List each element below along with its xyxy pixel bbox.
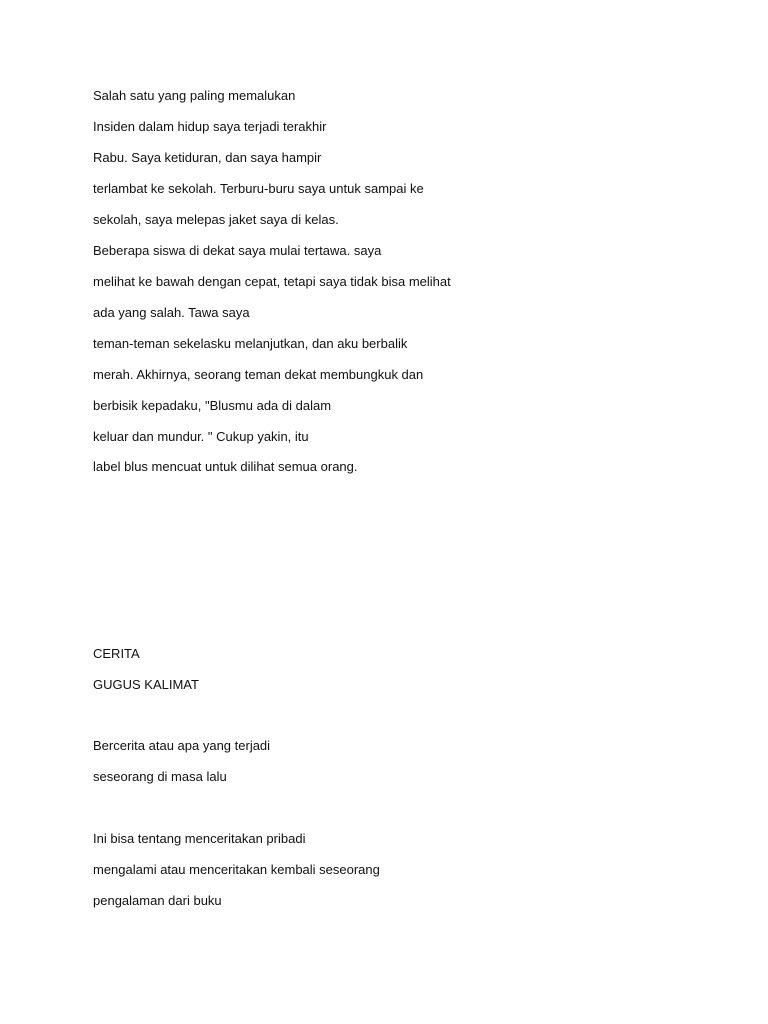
- story-line-10: merah. Akhirnya, seorang teman dekat membungkuk dan: [93, 367, 424, 382]
- story-line-7: melihat ke bawah dengan cepat, tetapi saya tidak bisa melihat: [93, 274, 451, 289]
- story-line-5: sekolah, saya melepas jaket saya di kelas.: [93, 212, 339, 227]
- story-line-12: keluar dan mundur. " Cukup yakin, itu: [93, 429, 309, 444]
- story-line-9: teman-teman sekelasku melanjutkan, dan aku berbalik: [93, 336, 408, 351]
- story-line-1: Salah satu yang paling memalukan: [93, 88, 296, 103]
- story-line-8: ada yang salah. Tawa saya: [93, 305, 250, 320]
- story-line-2: Insiden dalam hidup saya terjadi terakhir: [93, 119, 327, 134]
- definition-line-1: Bercerita atau apa yang terjadi: [93, 738, 271, 753]
- definition-line-2: seseorang di masa lalu: [93, 769, 227, 784]
- story-line-13: label blus mencuat untuk dilihat semua orang.: [93, 459, 358, 474]
- heading-gugus-kalimat: GUGUS KALIMAT: [93, 677, 199, 692]
- story-line-3: Rabu. Saya ketiduran, dan saya hampir: [93, 150, 322, 165]
- example-line-2: mengalami atau menceritakan kembali seseorang: [93, 862, 380, 877]
- example-line-1: Ini bisa tentang menceritakan pribadi: [93, 831, 306, 846]
- story-line-11: berbisik kepadaku, "Blusmu ada di dalam: [93, 398, 332, 413]
- heading-cerita: CERITA: [93, 646, 140, 661]
- story-line-6: Beberapa siswa di dekat saya mulai tertawa. saya: [93, 243, 382, 258]
- example-line-3: pengalaman dari buku: [93, 893, 222, 908]
- story-line-4: terlambat ke sekolah. Terburu-buru saya untuk sampai ke: [93, 181, 424, 196]
